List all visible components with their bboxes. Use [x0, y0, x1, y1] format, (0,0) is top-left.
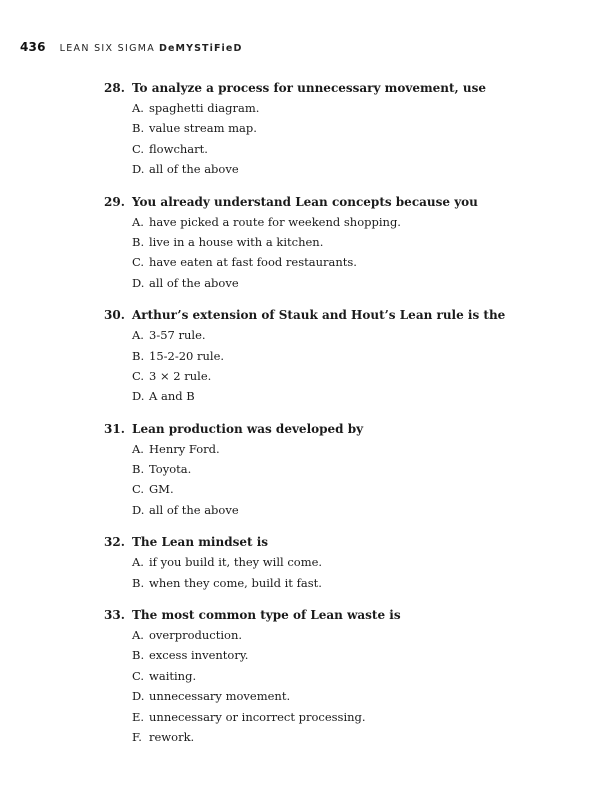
- option-letter: D.: [132, 502, 145, 517]
- option-text: all of the above: [149, 275, 239, 290]
- option-text: spaghetti diagram.: [149, 101, 260, 115]
- option-letter: A.: [132, 101, 144, 115]
- question-stem: [0, 605, 612, 625]
- option-text: value stream map.: [149, 121, 257, 136]
- question-stem: [0, 532, 612, 552]
- option-letter: D.: [132, 275, 145, 290]
- option-text: A and B: [149, 389, 195, 404]
- option-letter: F.: [132, 729, 142, 744]
- question-text: Arthur’s extension of Stauk and Hout’s Lean rule is the: [132, 308, 506, 323]
- option-text: have picked a route for weekend shopping.: [149, 214, 401, 229]
- question-number: 28.: [104, 81, 125, 95]
- option-text: rework.: [149, 729, 195, 744]
- question-number: 32.: [104, 535, 125, 550]
- answer-option: [0, 686, 612, 706]
- option-text: flowchart.: [149, 141, 208, 156]
- question-text: Lean production was developed by: [132, 421, 364, 436]
- option-text: 15-2-20 rule.: [149, 348, 225, 363]
- option-text: all of the above: [149, 162, 239, 177]
- answer-option: [0, 459, 612, 479]
- option-letter: E.: [132, 709, 145, 724]
- question-number: 33.: [104, 608, 125, 623]
- option-letter: C.: [132, 368, 145, 383]
- option-letter: C.: [132, 141, 145, 156]
- option-letter: B.: [132, 234, 145, 249]
- option-letter: B.: [132, 575, 145, 590]
- option-letter: B.: [132, 121, 145, 136]
- option-letter: A.: [132, 628, 144, 643]
- question-text: You already understand Lean concepts because you: [132, 194, 478, 209]
- answer-option: [0, 552, 612, 572]
- answer-option: [0, 666, 612, 686]
- answer-option: [0, 479, 612, 499]
- option-letter: C.: [132, 482, 145, 497]
- question-number: 31.: [104, 421, 125, 436]
- question-number: 29.: [104, 194, 125, 209]
- option-text: if you build it, they will come.: [149, 555, 323, 570]
- question-text: The Lean mindset is: [132, 535, 269, 550]
- answer-option: [0, 386, 612, 406]
- question-text: The most common type of Lean waste is: [132, 608, 401, 623]
- question-stem: [0, 192, 612, 212]
- option-letter: B.: [132, 348, 145, 363]
- answer-option: [0, 573, 612, 593]
- answer-option: [0, 346, 612, 366]
- question-block: [0, 605, 612, 747]
- running-head: [60, 43, 243, 54]
- option-letter: D.: [132, 162, 145, 177]
- question-block: [0, 192, 612, 294]
- option-text: 3-57 rule.: [149, 328, 206, 343]
- option-text: waiting.: [149, 668, 197, 683]
- question-text: To analyze a process for unnecessary movement, use: [132, 81, 487, 95]
- question-stem: [0, 78, 612, 98]
- option-letter: C.: [132, 255, 145, 270]
- option-letter: A.: [132, 555, 144, 570]
- answer-option: [0, 707, 612, 727]
- option-letter: B.: [132, 462, 145, 477]
- option-letter: A.: [132, 328, 144, 343]
- option-letter: A.: [132, 214, 144, 229]
- option-text: Toyota.: [149, 462, 192, 477]
- book-title: LEAN SIX SIGMA: [59, 43, 156, 54]
- answer-option: [0, 500, 612, 520]
- option-letter: A.: [132, 441, 144, 456]
- option-text: unnecessary or incorrect processing.: [149, 709, 366, 724]
- option-text: Henry Ford.: [149, 441, 220, 456]
- answer-option: [0, 439, 612, 459]
- answer-option: [0, 273, 612, 293]
- answer-option: [0, 212, 612, 232]
- answer-option: [0, 98, 612, 118]
- question-block: [0, 305, 612, 407]
- option-text: 3 × 2 rule.: [149, 368, 212, 383]
- option-text: have eaten at fast food restaurants.: [149, 255, 357, 270]
- option-text: live in a house with a kitchen.: [149, 234, 324, 249]
- answer-option: [0, 139, 612, 159]
- question-block: [0, 78, 612, 180]
- book-subtitle: DeMYSTiFieD: [159, 43, 243, 54]
- question-number: 30.: [104, 308, 125, 323]
- answer-option: [0, 118, 612, 138]
- question-stem: [0, 305, 612, 325]
- option-text: all of the above: [149, 502, 239, 517]
- answer-option: [0, 159, 612, 179]
- page-header: [20, 40, 242, 56]
- option-text: unnecessary movement.: [149, 689, 291, 704]
- answer-option: [0, 727, 612, 747]
- answer-option: [0, 366, 612, 386]
- answer-option: [0, 325, 612, 345]
- option-text: overproduction.: [149, 628, 242, 643]
- option-letter: B.: [132, 648, 145, 663]
- answer-option: [0, 232, 612, 252]
- question-block: [0, 532, 612, 593]
- answer-option: [0, 645, 612, 665]
- option-letter: D.: [132, 689, 145, 704]
- answer-option: [0, 252, 612, 272]
- question-list: [0, 78, 612, 759]
- answer-option: [0, 625, 612, 645]
- page-number: 436: [20, 40, 46, 54]
- question-stem: [0, 419, 612, 439]
- option-letter: C.: [132, 668, 145, 683]
- question-block: [0, 419, 612, 521]
- option-letter: D.: [132, 389, 145, 404]
- option-text: GM.: [149, 482, 174, 497]
- option-text: when they come, build it fast.: [149, 575, 322, 590]
- option-text: excess inventory.: [149, 648, 249, 663]
